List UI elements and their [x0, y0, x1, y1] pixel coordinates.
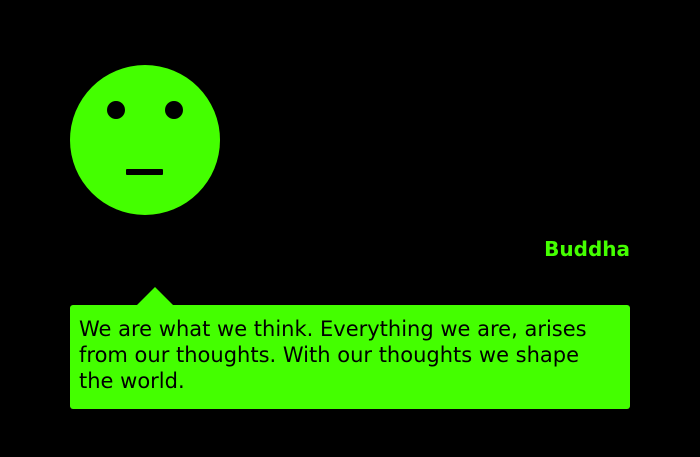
quote-text: We are what we think. Everything we are, arises from our thoughts. With our thoughts we shape the world. — [79, 317, 587, 393]
neutral-face-icon — [70, 65, 220, 215]
speech-bubble-tail — [136, 287, 174, 306]
right-eye — [165, 101, 183, 119]
mouth — [126, 169, 163, 175]
author-name: Buddha — [544, 237, 630, 261]
left-eye — [107, 101, 125, 119]
